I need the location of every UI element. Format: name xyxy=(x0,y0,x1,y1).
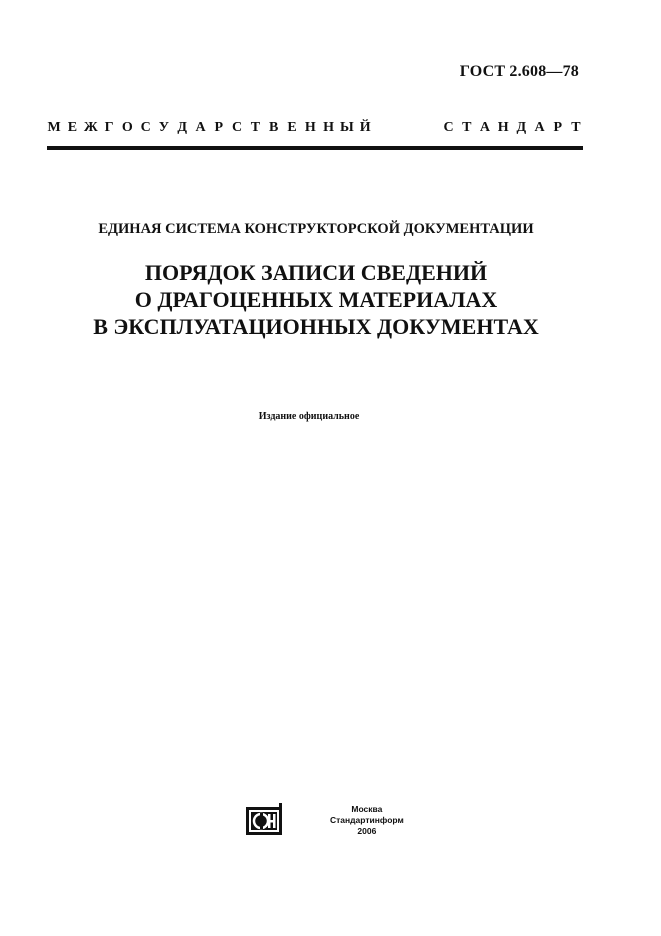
spaced-letter: А xyxy=(479,120,491,135)
spaced-letter: Г xyxy=(104,120,114,135)
spaced-letter: А xyxy=(195,120,206,135)
spaced-letter: Д xyxy=(516,120,527,135)
spaced-letter: Н xyxy=(304,120,316,135)
category-word-standard xyxy=(440,120,586,136)
spaced-letter: В xyxy=(269,120,279,135)
edition-note: Издание официальное xyxy=(258,411,360,422)
spaced-letter: У xyxy=(158,120,170,135)
publisher-year: 2006 xyxy=(357,825,377,836)
standartinform-logo-icon xyxy=(246,803,286,837)
spaced-letter: С xyxy=(232,120,243,135)
spaced-letter: Т xyxy=(571,120,581,135)
spaced-letter: Р xyxy=(214,120,224,135)
series-title: ЕДИНАЯ СИСТЕМА КОНСТРУКТОРСКОЙ ДОКУМЕНТАЦИИ xyxy=(98,221,534,237)
spaced-letter: Ы xyxy=(340,120,354,135)
publisher-text xyxy=(330,804,404,837)
spaced-letter: Ж xyxy=(83,120,98,135)
title-line: ПОРЯДОК ЗАПИСИ СВЕДЕНИЙ xyxy=(144,260,488,285)
category-word-interstate xyxy=(45,120,374,136)
spaced-letter: Й xyxy=(359,120,371,135)
spaced-letter: М xyxy=(47,120,61,135)
publisher-block xyxy=(246,803,404,837)
title-line: В ЭКСПЛУАТАЦИОННЫХ ДОКУМЕНТАХ xyxy=(93,314,539,339)
spaced-letter: Н xyxy=(497,120,509,135)
spaced-letter: Р xyxy=(553,120,562,135)
spaced-letter: С xyxy=(140,120,151,135)
spaced-letter: А xyxy=(534,120,545,135)
publisher-name: Стандартинформ xyxy=(330,814,404,825)
spaced-letter: С xyxy=(443,120,454,135)
spaced-letter: Н xyxy=(323,120,335,135)
spaced-letter: Т xyxy=(250,120,261,135)
spaced-letter: Е xyxy=(67,120,78,135)
standard-number: ГОСТ 2.608—78 xyxy=(459,63,579,80)
title-line: О ДРАГОЦЕННЫХ МАТЕРИАЛАХ xyxy=(134,287,498,312)
spaced-letter: О xyxy=(121,120,133,135)
document-title xyxy=(0,259,632,340)
standard-category xyxy=(45,120,585,136)
spaced-letter: Е xyxy=(287,120,297,135)
spaced-letter: Д xyxy=(177,120,188,135)
spaced-letter: Т xyxy=(462,120,472,135)
publisher-city: Москва xyxy=(351,803,383,814)
header-rule xyxy=(47,146,583,150)
